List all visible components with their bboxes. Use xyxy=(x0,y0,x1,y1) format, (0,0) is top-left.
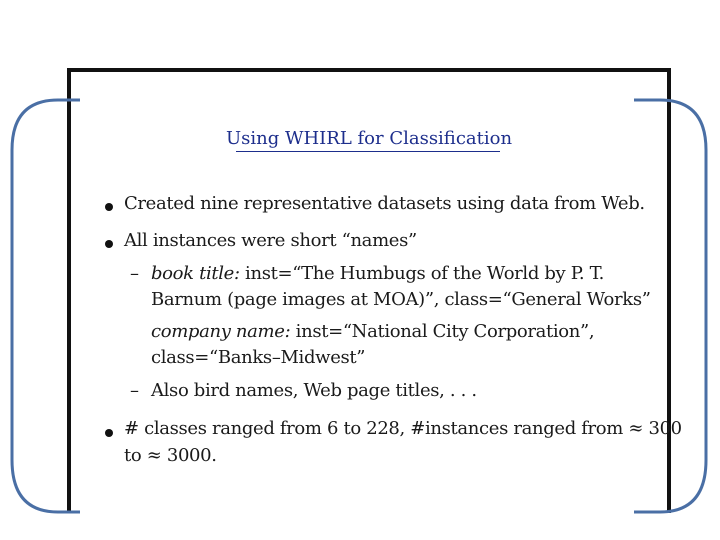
bullet-text: Created nine representative datasets using data from Web. xyxy=(124,193,645,214)
sub-dash: – xyxy=(130,263,139,284)
sub-item-text: class=“Banks–Midwest” xyxy=(151,347,366,368)
sub-item-label: company name: xyxy=(151,321,291,342)
slide-title: Using WHIRL for Classification xyxy=(225,128,513,149)
bullet-dot xyxy=(105,429,113,437)
sub-item-text: Barnum (page images at MOA)”, class=“General Works” xyxy=(151,289,651,310)
bullet-text: All instances were short “names” xyxy=(124,230,417,251)
sub-dash: – xyxy=(130,380,139,401)
bullet-dot xyxy=(105,203,113,211)
sub-item-text: Also bird names, Web page titles, . . . xyxy=(151,380,477,401)
sub-item-text: inst=“The Humbugs of the World by P. T. xyxy=(239,263,604,284)
sub-item-line xyxy=(151,321,594,342)
sub-item-line xyxy=(151,263,604,284)
sub-item-label: book title: xyxy=(151,263,240,284)
bullet-text: # classes ranged from 6 to 228, #instances ranged from ≈ 300 xyxy=(124,418,682,439)
sub-item-text: inst=“National City Corporation”, xyxy=(290,321,595,342)
bullet-text: to ≈ 3000. xyxy=(124,445,217,466)
frame-top-border xyxy=(67,68,671,72)
title-underline xyxy=(236,151,500,152)
bullet-dot xyxy=(105,240,113,248)
